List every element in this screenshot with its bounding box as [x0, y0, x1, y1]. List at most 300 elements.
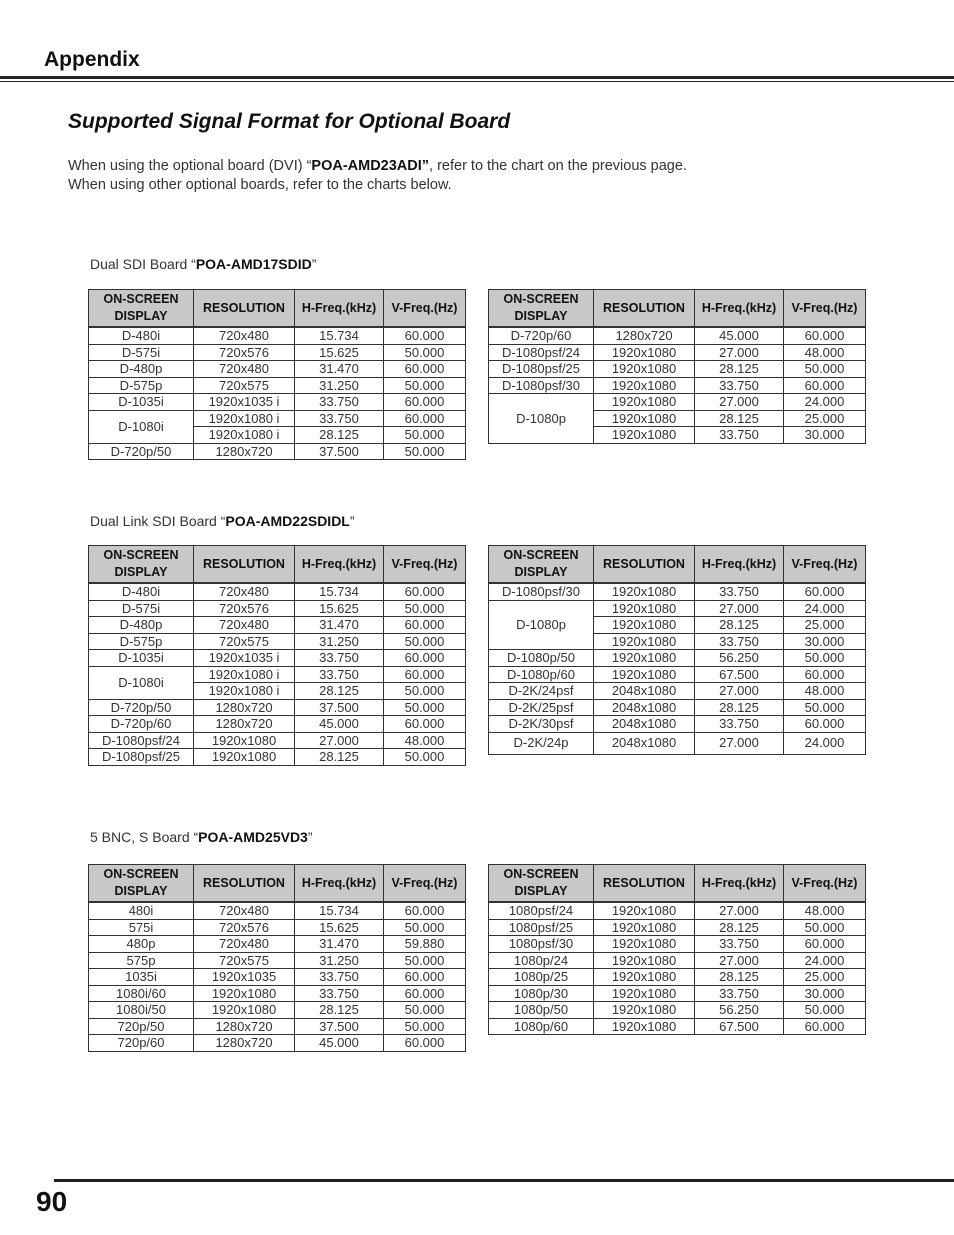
table-row [489, 344, 866, 361]
table-row [89, 633, 466, 650]
cell-display: D-1080i [89, 666, 194, 699]
cell-resolution: 1920x1080 [594, 377, 695, 394]
cell-resolution: 720x575 [194, 377, 295, 394]
cell-hfreq: 31.250 [295, 377, 384, 394]
column-header-resolution: RESOLUTION [594, 290, 695, 328]
cell-hfreq: 37.500 [295, 699, 384, 716]
cell-vfreq: 30.000 [784, 633, 866, 650]
cell-resolution: 1920x1080 [594, 902, 695, 919]
cell-vfreq: 25.000 [784, 617, 866, 634]
cell-vfreq: 50.000 [384, 600, 466, 617]
cell-vfreq: 50.000 [384, 749, 466, 766]
board-label-post: ” [311, 256, 317, 272]
cell-resolution: 720x480 [194, 327, 295, 344]
cell-display: 720p/60 [89, 1035, 194, 1052]
cell-resolution: 1920x1080 [594, 361, 695, 378]
table-header-row [489, 546, 866, 584]
cell-display: D-1035i [89, 650, 194, 667]
cell-hfreq: 15.625 [295, 344, 384, 361]
cell-vfreq: 60.000 [384, 394, 466, 411]
cell-vfreq: 60.000 [784, 936, 866, 953]
cell-vfreq: 50.000 [784, 650, 866, 667]
column-header-display-line1: ON-SCREEN [503, 548, 579, 562]
cell-hfreq: 15.625 [295, 919, 384, 936]
cell-resolution: 2048x1080 [594, 699, 695, 716]
column-header-display-line2: DISPLAY [114, 565, 168, 579]
cell-resolution: 720x576 [194, 600, 295, 617]
cell-hfreq: 27.000 [695, 600, 784, 617]
cell-resolution: 1280x720 [594, 327, 695, 344]
cell-vfreq: 50.000 [384, 699, 466, 716]
cell-display: D-1080psf/25 [489, 361, 594, 378]
cell-display: D-1080p/50 [489, 650, 594, 667]
cell-display: 720p/50 [89, 1018, 194, 1035]
table-row [489, 666, 866, 683]
board-label-dual-sdi [90, 256, 316, 272]
board-label-dual-link-sdi [90, 513, 355, 529]
cell-display: D-2K/30psf [489, 716, 594, 733]
cell-display: D-2K/24p [489, 732, 594, 754]
table-row [89, 1018, 466, 1035]
table-row [489, 952, 866, 969]
cell-hfreq: 56.250 [695, 650, 784, 667]
dual-sdi-table-left [88, 289, 466, 460]
table-header-row [89, 290, 466, 328]
board-label-pre: Dual SDI Board “ [90, 256, 196, 272]
cell-display: 575p [89, 952, 194, 969]
cell-display: 1080p/30 [489, 985, 594, 1002]
column-header-vfreq: V-Freq.(Hz) [784, 865, 866, 903]
cell-vfreq: 50.000 [384, 443, 466, 460]
cell-display: D-1080psf/24 [489, 344, 594, 361]
cell-vfreq: 60.000 [384, 716, 466, 733]
column-header-vfreq: V-Freq.(Hz) [384, 290, 466, 328]
cell-resolution: 720x480 [194, 361, 295, 378]
board-label-pre: 5 BNC, S Board “ [90, 829, 199, 845]
cell-resolution: 720x480 [194, 902, 295, 919]
table-row [489, 919, 866, 936]
column-header-hfreq: H-Freq.(kHz) [295, 290, 384, 328]
table-row [489, 361, 866, 378]
cell-vfreq: 30.000 [784, 427, 866, 444]
cell-hfreq: 33.750 [695, 377, 784, 394]
cell-resolution: 1920x1080 [594, 617, 695, 634]
cell-vfreq: 24.000 [784, 732, 866, 754]
cell-vfreq: 50.000 [784, 361, 866, 378]
cell-vfreq: 60.000 [384, 617, 466, 634]
cell-resolution: 1280x720 [194, 1018, 295, 1035]
table-header-row [489, 290, 866, 328]
cell-hfreq: 33.750 [695, 716, 784, 733]
cell-vfreq: 60.000 [784, 583, 866, 600]
cell-hfreq: 33.750 [695, 985, 784, 1002]
cell-hfreq: 27.000 [695, 394, 784, 411]
cell-vfreq: 50.000 [384, 1018, 466, 1035]
cell-display: D-575p [89, 377, 194, 394]
section-header: Appendix [44, 48, 140, 71]
table-row [489, 1018, 866, 1035]
cell-vfreq: 48.000 [784, 902, 866, 919]
column-header-display [89, 546, 194, 584]
cell-display: D-1080psf/30 [489, 377, 594, 394]
cell-vfreq: 24.000 [784, 952, 866, 969]
column-header-display [489, 865, 594, 903]
table-row [489, 600, 866, 617]
cell-vfreq: 50.000 [384, 633, 466, 650]
5bnc-s-table-right [488, 864, 866, 1035]
cell-resolution: 2048x1080 [594, 683, 695, 700]
cell-hfreq: 28.125 [695, 699, 784, 716]
cell-vfreq: 50.000 [384, 919, 466, 936]
cell-resolution: 1920x1080 [194, 985, 295, 1002]
cell-resolution: 2048x1080 [594, 732, 695, 754]
cell-display: D-1035i [89, 394, 194, 411]
cell-resolution: 720x480 [194, 583, 295, 600]
column-header-vfreq: V-Freq.(Hz) [784, 290, 866, 328]
column-header-hfreq: H-Freq.(kHz) [695, 865, 784, 903]
cell-resolution: 1920x1080 [594, 600, 695, 617]
table-row [89, 699, 466, 716]
column-header-display-line2: DISPLAY [114, 309, 168, 323]
cell-vfreq: 50.000 [384, 427, 466, 444]
cell-hfreq: 33.750 [695, 633, 784, 650]
cell-resolution: 720x576 [194, 344, 295, 361]
column-header-display-line1: ON-SCREEN [103, 867, 179, 881]
cell-vfreq: 50.000 [384, 1002, 466, 1019]
cell-hfreq: 67.500 [695, 666, 784, 683]
cell-vfreq: 60.000 [784, 377, 866, 394]
table-row [89, 666, 466, 683]
cell-vfreq: 50.000 [384, 952, 466, 969]
table-row [89, 936, 466, 953]
cell-display: D-1080psf/30 [489, 583, 594, 600]
cell-vfreq: 30.000 [784, 985, 866, 1002]
table-row [89, 1035, 466, 1052]
cell-vfreq: 48.000 [784, 344, 866, 361]
dual-link-sdi-table-left [88, 545, 466, 766]
column-header-display [489, 546, 594, 584]
cell-resolution: 1920x1080 [594, 969, 695, 986]
board-label-5bnc-s [90, 829, 313, 845]
cell-hfreq: 31.470 [295, 617, 384, 634]
board-model-name: POA-AMD17SDID [195, 256, 312, 272]
cell-hfreq: 33.750 [295, 650, 384, 667]
table-row [89, 443, 466, 460]
cell-hfreq: 33.750 [695, 583, 784, 600]
table-row [89, 377, 466, 394]
table-row [489, 327, 866, 344]
cell-resolution: 720x576 [194, 919, 295, 936]
cell-vfreq: 48.000 [384, 732, 466, 749]
board-model-name: POA-AMD22SDIDL [225, 513, 350, 529]
cell-vfreq: 60.000 [784, 716, 866, 733]
cell-display: 1080i/60 [89, 985, 194, 1002]
column-header-display-line1: ON-SCREEN [103, 292, 179, 306]
cell-resolution: 1920x1080 [594, 1002, 695, 1019]
cell-hfreq: 28.125 [695, 919, 784, 936]
cell-display: D-1080psf/25 [89, 749, 194, 766]
cell-hfreq: 33.750 [295, 666, 384, 683]
cell-vfreq: 60.000 [784, 327, 866, 344]
cell-display: D-575i [89, 344, 194, 361]
column-header-display-line2: DISPLAY [514, 565, 568, 579]
cell-display: 480p [89, 936, 194, 953]
column-header-display-line1: ON-SCREEN [103, 548, 179, 562]
cell-display: 1080p/50 [489, 1002, 594, 1019]
cell-vfreq: 60.000 [384, 969, 466, 986]
cell-vfreq: 50.000 [784, 699, 866, 716]
cell-display: 1080i/50 [89, 1002, 194, 1019]
cell-vfreq: 60.000 [384, 666, 466, 683]
cell-hfreq: 33.750 [695, 936, 784, 953]
cell-display: 480i [89, 902, 194, 919]
column-header-display-line2: DISPLAY [514, 884, 568, 898]
cell-hfreq: 33.750 [295, 410, 384, 427]
intro-line-1 [68, 157, 687, 176]
cell-display: D-1080p/60 [489, 666, 594, 683]
cell-resolution: 1920x1080 [594, 666, 695, 683]
5bnc-s-table-left [88, 864, 466, 1052]
cell-display: 1080p/60 [489, 1018, 594, 1035]
header-rule [0, 76, 954, 79]
column-header-resolution: RESOLUTION [194, 865, 295, 903]
column-header-resolution: RESOLUTION [594, 546, 695, 584]
cell-hfreq: 28.125 [295, 683, 384, 700]
table-row [89, 969, 466, 986]
table-row [489, 969, 866, 986]
table-row [89, 919, 466, 936]
board-model-name: POA-AMD25VD3 [198, 829, 308, 845]
cell-hfreq: 31.250 [295, 952, 384, 969]
cell-hfreq: 33.750 [295, 394, 384, 411]
cell-resolution: 1920x1080 [594, 344, 695, 361]
cell-resolution: 1920x1080 i [194, 427, 295, 444]
cell-vfreq: 24.000 [784, 394, 866, 411]
page-number: 90 [36, 1186, 68, 1217]
cell-hfreq: 33.750 [295, 969, 384, 986]
cell-hfreq: 28.125 [295, 427, 384, 444]
cell-display: D-720p/50 [89, 443, 194, 460]
board-label-pre: Dual Link SDI Board “ [90, 513, 226, 529]
table-row [489, 732, 866, 754]
cell-vfreq: 60.000 [384, 361, 466, 378]
cell-resolution: 720x480 [194, 617, 295, 634]
cell-hfreq: 33.750 [695, 427, 784, 444]
table-row [89, 394, 466, 411]
table-row [489, 902, 866, 919]
column-header-display [89, 290, 194, 328]
cell-hfreq: 27.000 [695, 952, 784, 969]
table-row [89, 617, 466, 634]
cell-vfreq: 60.000 [384, 985, 466, 1002]
cell-resolution: 1920x1080 [194, 732, 295, 749]
table-header-row [89, 546, 466, 584]
cell-display: D-1080psf/24 [89, 732, 194, 749]
cell-hfreq: 15.734 [295, 902, 384, 919]
board-label-post: ” [307, 829, 313, 845]
cell-vfreq: 50.000 [384, 377, 466, 394]
cell-resolution: 1280x720 [194, 443, 295, 460]
column-header-display-line1: ON-SCREEN [503, 292, 579, 306]
column-header-hfreq: H-Freq.(kHz) [295, 865, 384, 903]
cell-vfreq: 60.000 [384, 583, 466, 600]
table-row [89, 716, 466, 733]
board-label-post: ” [349, 513, 355, 529]
cell-resolution: 1920x1035 i [194, 650, 295, 667]
cell-hfreq: 27.000 [295, 732, 384, 749]
cell-resolution: 1920x1080 [594, 650, 695, 667]
cell-vfreq: 50.000 [784, 919, 866, 936]
cell-resolution: 720x575 [194, 633, 295, 650]
cell-hfreq: 31.470 [295, 361, 384, 378]
cell-hfreq: 28.125 [695, 410, 784, 427]
intro-model-name: POA-AMD23ADI” [311, 158, 430, 174]
dual-link-sdi-table-right [488, 545, 866, 755]
cell-display: D-1080p [489, 394, 594, 444]
cell-resolution: 1920x1080 [194, 749, 295, 766]
cell-resolution: 1920x1080 [594, 919, 695, 936]
column-header-vfreq: V-Freq.(Hz) [384, 546, 466, 584]
column-header-vfreq: V-Freq.(Hz) [384, 865, 466, 903]
footer-rule [54, 1179, 954, 1182]
cell-display: D-1080i [89, 410, 194, 443]
cell-vfreq: 50.000 [784, 1002, 866, 1019]
table-row [489, 936, 866, 953]
cell-hfreq: 37.500 [295, 443, 384, 460]
cell-display: D-720p/60 [89, 716, 194, 733]
cell-vfreq: 25.000 [784, 410, 866, 427]
cell-display: D-720p/60 [489, 327, 594, 344]
column-header-display-line1: ON-SCREEN [503, 867, 579, 881]
cell-hfreq: 27.000 [695, 344, 784, 361]
cell-resolution: 1920x1080 i [194, 666, 295, 683]
cell-display: D-1080p [489, 600, 594, 650]
cell-display: D-480p [89, 617, 194, 634]
cell-resolution: 1920x1080 [594, 427, 695, 444]
table-row [489, 683, 866, 700]
cell-resolution: 1920x1080 [594, 633, 695, 650]
table-row [89, 902, 466, 919]
cell-resolution: 1280x720 [194, 699, 295, 716]
cell-resolution: 1920x1080 [594, 394, 695, 411]
table-row [89, 985, 466, 1002]
column-header-resolution: RESOLUTION [194, 290, 295, 328]
column-header-resolution: RESOLUTION [194, 546, 295, 584]
cell-display: D-575p [89, 633, 194, 650]
table-row [489, 716, 866, 733]
cell-resolution: 1920x1080 [594, 583, 695, 600]
cell-display: D-480p [89, 361, 194, 378]
cell-hfreq: 15.734 [295, 583, 384, 600]
header-rule-thin [0, 81, 954, 82]
table-row [489, 699, 866, 716]
cell-vfreq: 24.000 [784, 600, 866, 617]
cell-hfreq: 28.125 [295, 1002, 384, 1019]
table-row [89, 952, 466, 969]
column-header-vfreq: V-Freq.(Hz) [784, 546, 866, 584]
cell-display: D-480i [89, 327, 194, 344]
cell-resolution: 1920x1080 [594, 952, 695, 969]
cell-resolution: 1920x1080 i [194, 410, 295, 427]
intro-line-1-pre: When using the optional board (DVI) “ [68, 158, 312, 174]
table-row [489, 583, 866, 600]
intro-text [68, 157, 687, 195]
column-header-display-line2: DISPLAY [514, 309, 568, 323]
intro-line-1-post: , refer to the chart on the previous page. [429, 158, 687, 174]
cell-vfreq: 50.000 [384, 344, 466, 361]
column-header-display [89, 865, 194, 903]
column-header-hfreq: H-Freq.(kHz) [695, 290, 784, 328]
column-header-hfreq: H-Freq.(kHz) [295, 546, 384, 584]
cell-vfreq: 60.000 [784, 666, 866, 683]
cell-hfreq: 56.250 [695, 1002, 784, 1019]
column-header-hfreq: H-Freq.(kHz) [695, 546, 784, 584]
dual-sdi-table-right [488, 289, 866, 444]
cell-resolution: 1920x1080 [594, 1018, 695, 1035]
cell-resolution: 1920x1080 [594, 985, 695, 1002]
cell-resolution: 2048x1080 [594, 716, 695, 733]
cell-hfreq: 27.000 [695, 902, 784, 919]
cell-vfreq: 60.000 [384, 650, 466, 667]
cell-resolution: 720x480 [194, 936, 295, 953]
column-header-display [489, 290, 594, 328]
cell-display: D-2K/25psf [489, 699, 594, 716]
table-row [89, 1002, 466, 1019]
cell-hfreq: 37.500 [295, 1018, 384, 1035]
cell-vfreq: 25.000 [784, 969, 866, 986]
cell-hfreq: 28.125 [695, 969, 784, 986]
cell-resolution: 1280x720 [194, 1035, 295, 1052]
cell-resolution: 1920x1080 [594, 936, 695, 953]
cell-hfreq: 67.500 [695, 1018, 784, 1035]
table-row [89, 732, 466, 749]
cell-display: D-575i [89, 600, 194, 617]
cell-hfreq: 15.625 [295, 600, 384, 617]
cell-resolution: 1920x1080 [194, 1002, 295, 1019]
table-row [89, 361, 466, 378]
table-row [489, 377, 866, 394]
cell-vfreq: 60.000 [384, 327, 466, 344]
page-title: Supported Signal Format for Optional Board [68, 110, 511, 133]
cell-hfreq: 28.125 [695, 361, 784, 378]
table-header-row [489, 865, 866, 903]
cell-hfreq: 45.000 [295, 1035, 384, 1052]
table-row [89, 650, 466, 667]
cell-resolution: 1280x720 [194, 716, 295, 733]
cell-hfreq: 15.734 [295, 327, 384, 344]
cell-vfreq: 60.000 [384, 410, 466, 427]
cell-display: 1080psf/24 [489, 902, 594, 919]
cell-display: 1035i [89, 969, 194, 986]
cell-display: D-480i [89, 583, 194, 600]
cell-hfreq: 27.000 [695, 683, 784, 700]
cell-hfreq: 28.125 [295, 749, 384, 766]
table-row [89, 749, 466, 766]
table-row [489, 985, 866, 1002]
cell-display: 1080p/25 [489, 969, 594, 986]
cell-display: 1080psf/30 [489, 936, 594, 953]
table-row [489, 394, 866, 411]
cell-hfreq: 31.470 [295, 936, 384, 953]
cell-vfreq: 60.000 [384, 902, 466, 919]
cell-hfreq: 33.750 [295, 985, 384, 1002]
cell-display: 575i [89, 919, 194, 936]
cell-vfreq: 48.000 [784, 683, 866, 700]
column-header-display-line2: DISPLAY [114, 884, 168, 898]
cell-hfreq: 27.000 [695, 732, 784, 754]
cell-display: 1080psf/25 [489, 919, 594, 936]
table-row [489, 1002, 866, 1019]
